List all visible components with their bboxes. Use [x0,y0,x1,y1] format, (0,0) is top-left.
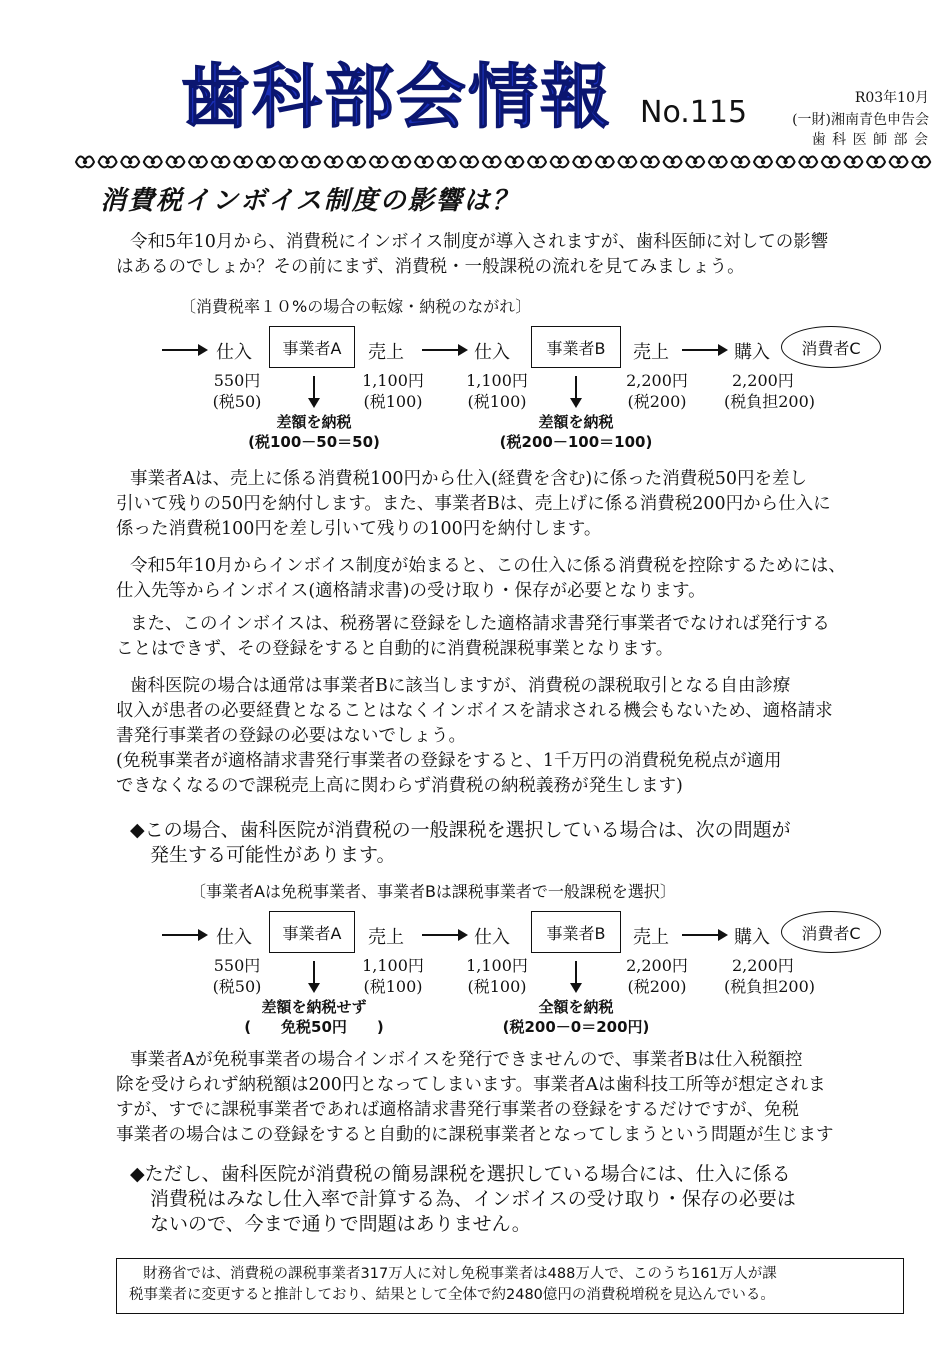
pay-note [224,997,404,1037]
body-paragraph [116,554,916,604]
tax-value: (税50) [212,977,262,996]
ornament-motif [438,156,456,167]
note-box [116,1258,904,1314]
vendor-a-box: 事業者A [269,326,355,368]
amount-group [356,370,430,412]
department-name: 歯 科 医 師 部 会 [811,132,929,148]
amount-group [200,955,274,997]
article-title: 消費税インボイス制度の影響は？ [100,186,520,216]
text-line: 歯科医院の場合は通常は事業者Bに該当しますが、消費税の課税取引となる自由診療 [130,676,791,696]
text-line: 除を受けられず納税額は200円となってしまいます。事業者Aは歯科技工所等が想定されま [116,1075,826,1095]
masthead-title: 歯科部会情報 [180,56,612,138]
ornament-motif [460,156,478,167]
text-line: 引いて残りの50円を納付します。また、事業者Bは、売上げに係る消費税200円から仕入に [116,494,831,514]
ornament-motif [777,156,795,167]
ornament-motif [731,156,749,167]
consumer-ellipse: 消費者C [781,911,881,953]
vendor-b-box: 事業者B [531,911,621,953]
pay-calc: ( 免税50円 ) [244,1018,384,1036]
pay-calc: (税200－0＝200円) [502,1018,650,1036]
vendor-b-box: 事業者B [531,326,621,368]
pay-title: 全額を納税 [538,998,614,1016]
flow-arrow-icon [160,340,210,360]
ornament-motif [754,156,772,167]
text-line: 消費税はみなし仕入率で計算する為、インボイスの受け取り・保存の必要は [150,1188,796,1210]
text-line: 係った消費税100円を差し引いて残りの100円を納付します。 [116,519,602,539]
ornament-motif [799,156,817,167]
amount-value: 2,200円 [732,956,794,975]
amount-value: 1,100円 [362,371,424,390]
text-line: 発生する可能性があります。 [150,844,396,866]
ornament-motif [505,156,523,167]
pay-note [476,412,676,452]
amount-value: 550円 [213,956,261,975]
text-line: 事業者の場合はこの登録をすると自動的に課税事業者となってしまうという問題が生じます [116,1125,834,1145]
pay-title: 差額を納税 [276,413,352,431]
body-paragraph [116,612,916,662]
tax-value: (税100) [467,392,527,411]
pay-calc: (税100－50＝50) [248,433,380,451]
pay-calc: (税200－100＝100) [499,433,653,451]
ornament-motif [483,156,501,167]
flow-buy-label: 仕入 [474,342,510,363]
down-arrow-icon [306,376,322,410]
flow-buy-label: 仕入 [216,342,252,363]
ornament-motif [867,156,885,167]
flow1-caption: 〔消費税率１０%の場合の転嫁・納税のながれ〕 [180,297,532,316]
ornament-motif [370,156,388,167]
text-line: 財務省では、消費税の課税事業者317万人に対し免税事業者は488万人で、このうち161万人が課 [143,1266,777,1282]
pay-note [224,412,404,452]
amount-value: 550円 [213,371,261,390]
flow-purchase-label: 購入 [734,927,770,948]
ornament-motif [844,156,862,167]
amount-group [460,370,534,412]
ornament-motif [144,156,162,167]
tax-value: (税50) [212,392,262,411]
ornament-motif [121,156,139,167]
ornament-motif [912,156,930,167]
tax-value: (税負担200) [724,977,816,996]
down-arrow-icon [306,961,322,995]
ornament-motif [166,156,184,167]
ornament-motif [686,156,704,167]
flow-arrow-icon [680,925,730,945]
ornament-motif [257,156,275,167]
amount-value: 2,200円 [626,956,688,975]
text-line: ◆ただし、歯科医院が消費税の簡易課税を選択している場合には、仕入に係る [130,1163,791,1185]
text-line: 事業者Aは、売上に係る消費税100円から仕入(経費を含む)に係った消費税50円を差し [130,469,807,489]
flow-sell-label: 売上 [368,927,404,948]
body-paragraph [116,1048,916,1148]
amount-group [620,370,694,412]
flow1-diagram [0,320,935,450]
flow-buy-label: 仕入 [474,927,510,948]
ornament-motif [392,156,410,167]
ornament-motif [189,156,207,167]
flow-sell-label: 売上 [368,342,404,363]
tax-value: (税200) [627,392,687,411]
pay-title: 差額を納税 [538,413,614,431]
ornament-divider [74,150,934,172]
tax-value: (税200) [627,977,687,996]
flow-sell-label: 売上 [633,927,669,948]
tax-value: (税100) [363,392,423,411]
issue-number: No.115 [640,95,748,130]
text-line: すが、すでに課税事業者であれば適格請求書発行事業者の登録をするだけですが、免税 [116,1100,800,1120]
text-line: また、このインボイスは、税務署に登録をした適格請求書発行事業者でなければ発行する [130,614,830,634]
ornament-motif [325,156,343,167]
tax-value: (税100) [363,977,423,996]
ornament-motif [573,156,591,167]
text-line: 税事業者に変更すると推計しており、結果として全体で約2480億円の消費税増税を見込んでいる。 [129,1287,775,1303]
pay-note [476,997,676,1037]
down-arrow-icon [568,961,584,995]
ornament-motif [890,156,908,167]
ornament-motif [76,156,94,167]
flow2-caption: 〔事業者Aは免税事業者、事業者Bは課税事業者で一般課税を選択〕 [190,882,676,901]
text-line: ないので、今まで通りで問題はありません。 [150,1213,531,1235]
text-line: (免税事業者が適格請求書発行事業者の登録をすると、1千万円の消費税免税点が適用 [116,751,782,771]
amount-group [724,370,844,412]
ornament-motif [528,156,546,167]
ornament-motif [415,156,433,167]
flow-arrow-icon [160,925,210,945]
body-paragraph [116,467,916,542]
vendor-a-box: 事業者A [269,911,355,953]
flow2-diagram [0,905,935,1035]
ornament-motif [641,156,659,167]
ornament-motif [212,156,230,167]
body-paragraph [116,674,916,799]
pay-title: 差額を納税せず [261,998,367,1016]
ornament-motif [347,156,365,167]
flow-buy-label: 仕入 [216,927,252,948]
amount-group [356,955,430,997]
text-line: ◆この場合、歯科医院が消費税の一般課税を選択している場合は、次の問題が [130,819,791,841]
amount-value: 1,100円 [466,371,528,390]
amount-group [200,370,274,412]
text-line: ことはできず、その登録をすると自動的に消費税課税事業となります。 [116,639,674,659]
ornament-motif [709,156,727,167]
ornament-motif [234,156,252,167]
flow-arrow-icon [680,340,730,360]
flow-sell-label: 売上 [633,342,669,363]
ornament-motif [302,156,320,167]
amount-value: 2,200円 [732,371,794,390]
ornament-motif [551,156,569,167]
text-line: 令和5年10月から、消費税にインボイス制度が導入されますが、歯科医師に対しての影響 [130,232,829,252]
tax-value: (税100) [467,977,527,996]
flow-arrow-icon [420,340,470,360]
consumer-ellipse: 消費者C [781,326,881,368]
ornament-motif [822,156,840,167]
amount-value: 2,200円 [626,371,688,390]
organization-name: (一財)湘南青色申告会 [792,112,929,128]
text-line: 書発行事業者の登録の必要はないでしょう。 [116,726,466,746]
down-arrow-icon [568,376,584,410]
amount-group [620,955,694,997]
text-line: 収入が患者の必要経費となることはなくインボイスを請求される機会もないため、適格請求 [116,701,833,721]
amount-value: 1,100円 [362,956,424,975]
tax-value: (税負担200) [724,392,816,411]
amount-value: 1,100円 [466,956,528,975]
amount-group [724,955,844,997]
bullet-point [130,1162,920,1237]
intro-paragraph [116,230,916,280]
ornament-motif [664,156,682,167]
ornament-motif [99,156,117,167]
text-line: 令和5年10月からインボイス制度が始まると、この仕入に係る消費税を控除するためには、 [130,556,846,576]
text-line: できなくなるので課税売上高に関わらず消費税の納税義務が発生します) [116,776,683,796]
amount-group [460,955,534,997]
text-line: 仕入先等からインボイス(適格請求書)の受け取り・保存が必要となります。 [116,581,706,601]
text-line: 事業者Aが免税事業者の場合インボイスを発行できませんので、事業者Bは仕入税額控 [130,1050,803,1070]
ornament-motif [618,156,636,167]
bullet-point [130,818,920,868]
ornament-motif [279,156,297,167]
flow-purchase-label: 購入 [734,342,770,363]
issue-date: R03年10月 [854,90,929,106]
ornament-motif [596,156,614,167]
flow-arrow-icon [420,925,470,945]
text-line: はあるのでしょか？その前にまず、消費税・一般課税の流れを見てみましょう。 [116,257,745,277]
